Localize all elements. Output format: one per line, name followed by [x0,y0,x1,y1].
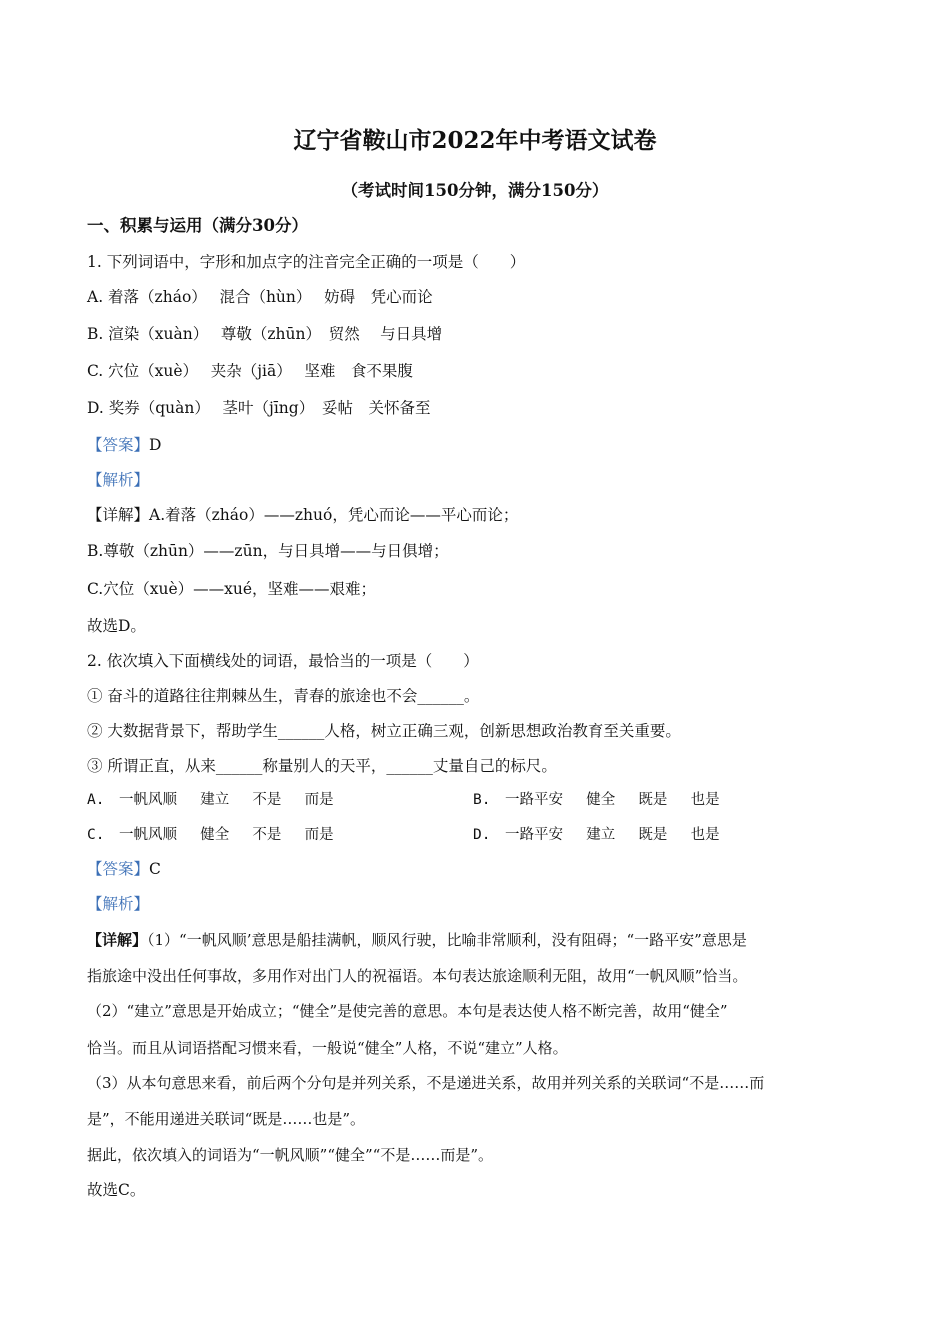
q2-detail-4: 据此，依次填入的词语为“一帆风顺”“健全”“不是……而是”。 [87,1146,494,1164]
answer-value: C [149,860,161,878]
q1-option-b: B. 渲染（xuàn） 尊敬（zhūn） 贸然 与日具增 [87,325,443,343]
q2-detail-1b: 指旅途中没出任何事故，多用作对出门人的祝福语。本句表达旅途顺利无阻，故用“一帆风顺”恰当。 [87,967,748,985]
q2-option-d: D. 一路平安 建立 既是 也是 [473,827,720,843]
q2-option-a: A. 一帆风顺 建立 不是 而是 [87,792,334,808]
detail-text: A.着落（zháo）——zhuó，凭心而论——平心而论； [149,506,519,524]
q2-analysis-label: 【解析】 [87,895,150,913]
q2-sentence-2: ② 大数据背景下，帮助学生______人格，树立正确三观，创新思想政治教育至关重要。 [87,722,681,740]
answer-label: 【答案】 [87,860,150,878]
q1-conclusion: 故选D。 [87,617,146,635]
q1-option-c: C. 穴位（xuè） 夹杂（jiā） 坚难 食不果腹 [87,362,413,380]
q2-option-c: C. 一帆风顺 健全 不是 而是 [87,827,334,843]
q2-detail-2a: （2）“建立”意思是开始成立；“健全”是使完善的意思。本句是表达使人格不断完善，故用“健全” [87,1002,728,1020]
detail-label: 【详解】 [87,506,150,524]
q1-stem: 1. 下列词语中，字形和加点字的注音完全正确的一项是（ ） [87,253,526,271]
answer-label: 【答案】 [87,436,150,454]
q2-option-b: B. 一路平安 健全 既是 也是 [473,792,720,808]
q2-sentence-3: ③ 所谓正直，从来______称量别人的天平，______丈量自己的标尺。 [87,757,557,775]
q1-detail-1 [87,505,518,525]
q1-analysis-label: 【解析】 [87,471,150,489]
page-title: 辽宁省鞍山市2022年中考语文试卷 [293,127,657,154]
q2-stem: 2. 依次填入下面横线处的词语，最恰当的一项是（ ） [87,652,479,670]
q2-detail-1a [87,930,747,950]
q2-detail-3a: （3）从本句意思来看，前后两个分句是并列关系，不是递进关系，故用并列关系的关联词“不是……而 [87,1074,765,1092]
q1-detail-2: B.尊敬（zhūn）——zūn，与日具增——与日俱增； [87,542,449,560]
page-subtitle: （考试时间150分钟，满分150分） [341,181,609,200]
q2-answer [87,859,161,879]
section-heading: 一、积累与运用（满分30分） [87,216,308,235]
detail-label: 【详解】 [87,931,148,949]
q2-sentence-1: ① 奋斗的道路往往荆棘丛生，青春的旅途也不会______。 [87,687,480,705]
q1-answer [87,435,161,455]
q1-detail-3: C.穴位（xuè）——xué，坚难——艰难； [87,580,377,598]
q2-detail-2b: 恰当。而且从词语搭配习惯来看，一般说“健全”人格，不说“建立”人格。 [87,1039,568,1057]
q2-detail-3b: 是”，不能用递进关联词“既是……也是”。 [87,1110,366,1128]
answer-value: D [149,436,162,454]
q1-option-d: D. 奖券（quàn） 茎叶（jīng） 妥帖 关怀备至 [87,399,431,417]
detail-text: （1）“一帆风顺’意思是船挂满帆，顺风行驶，比喻非常顺利，没有阻碍；“一路平安”意思是 [147,931,747,949]
q1-option-a: A. 着落（zháo） 混合（hùn） 妨碍 凭心而论 [87,288,433,306]
q2-conclusion: 故选C。 [87,1181,146,1199]
